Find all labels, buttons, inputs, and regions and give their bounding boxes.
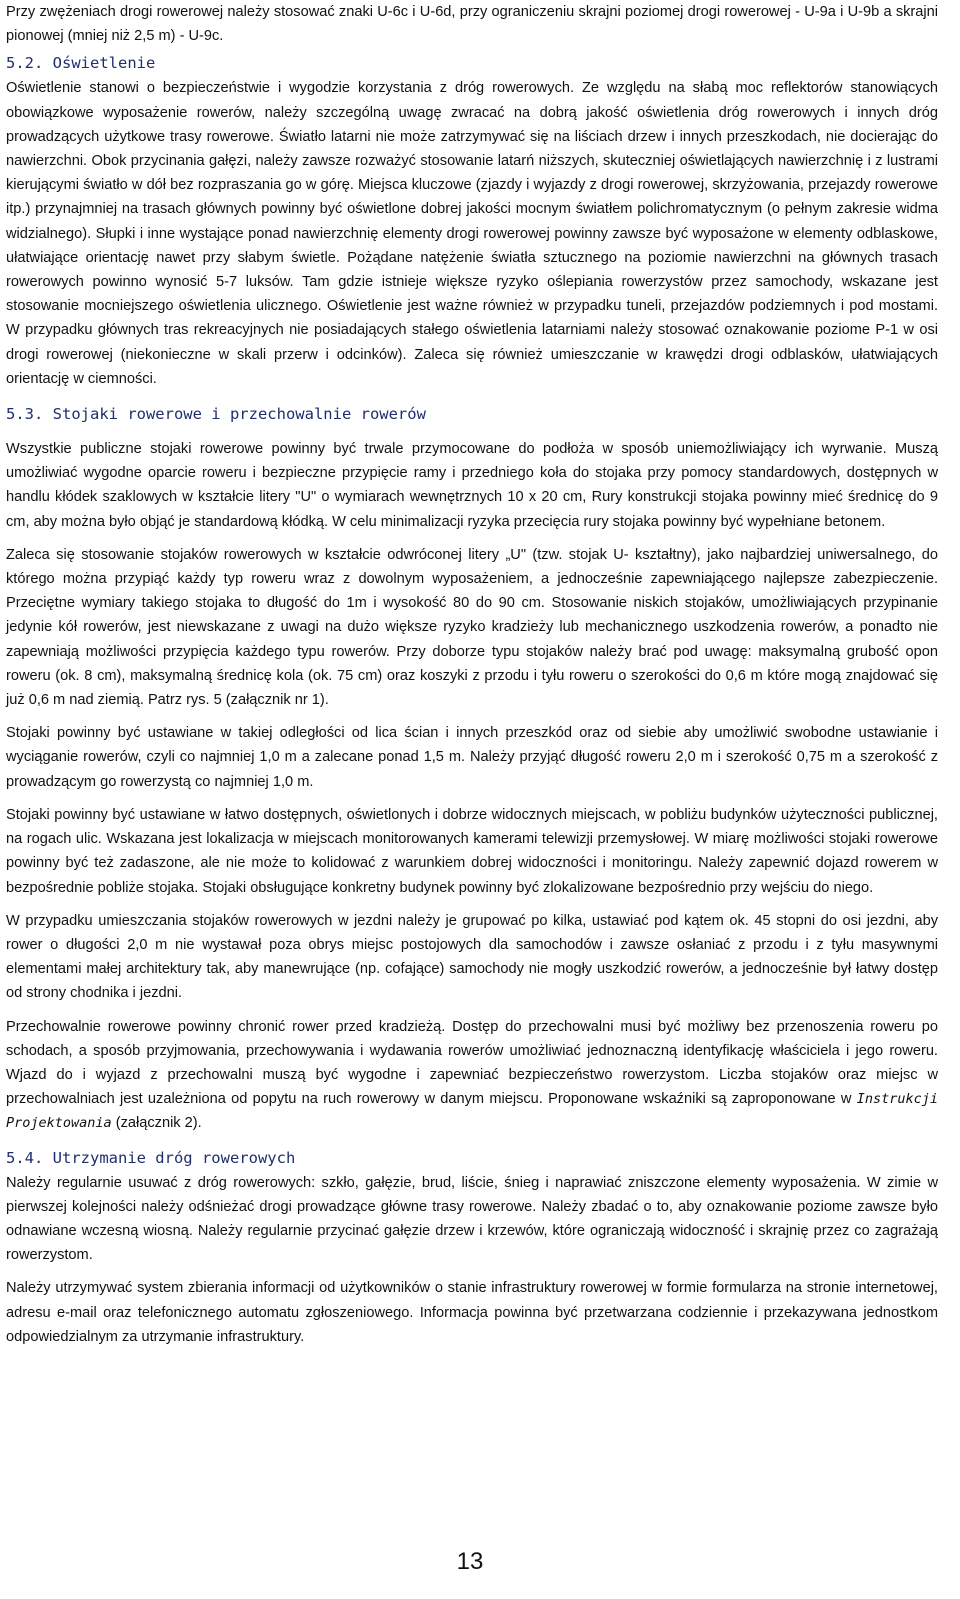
racks-paragraph-3: Stojaki powinny być ustawiane w takiej odległości od lica ścian i innych przeszkód oraz od siebie aby umożliwić swobodne ustawianie i wyciąganie rowerów, czyli co najmniej 1,0 m a zalecane ponad 1,5 m. Należy przyjąć długość roweru 2,0 m i szerokość 0,75 m a szerokość z prowadzącym go rowerzystą co najmniej 1,0 m. — [6, 725, 938, 790]
racks-paragraph-4: Stojaki powinny być ustawiane w łatwo dostępnych, oświetlonych i dobrze widocznych miejscach, w pobliżu budynków użyteczności publicznej, na rogach ulic. Wskazana jest lokalizacja w miejscach monitorowanych kamerami telewizji przemysłowej. W miarę możliwości stojaki rowerowe powinny być też zadaszone, ale nie może to kolidować z warunkiem dobrej widoczności i monitoringu. Należy zapewnić dojazd rowerem w bezpośrednie pobliże stojaka. Stojaki obsługujące konkretny budynek powinny być zlokalizowane bezpośrednio przy wejściu do niego. — [6, 806, 938, 896]
storage-text-a: Przechowalnie rowerowe powinny chronić rower przed kradzieżą. Dostęp do przechowalni musi być możliwy bez przenoszenia roweru po schodach, a sposób przyjmowania, przechowywania i wydawania rowerów umożliwiać jednoznaczną identyfikację właściciela i jego roweru. Wjazd do i wyjazd z przechowalni muszą być wygodne i zapewniać bezpieczeństwo rowerzystom. Liczba stojaków oraz miejsc w przechowalniach jest uzależniona od popytu na ruch rowerowy w danym miejscu. Proponowane wskaźniki są zaproponowane w — [6, 1018, 938, 1108]
maintenance-paragraph-2: Należy utrzymywać system zbierania informacji od użytkowników o stanie infrastruktury rowerowej w formie formularza na stronie internetowej, adresu e-mail oraz telefonicznego automatu zgłoszeniowego. Informacja powinna być przetwarzana codziennie i przekazywana jednostkom odpowiedzialnym za utrzymanie infrastruktury. — [6, 1280, 938, 1345]
intro-paragraph: Przy zwężeniach drogi rowerowej należy stosować znaki U-6c i U-6d, przy ograniczeniu skrajni poziomej drogi rowerowej - U-9a i U-9b a skrajni pionowej (mniej niż 2,5 m) - U-9c. — [6, 4, 938, 45]
storage-text-b: (załącznik 2). — [111, 1115, 202, 1132]
page-number: 13 — [456, 1548, 484, 1575]
maintenance-paragraph-1: Należy regularnie usuwać z dróg rowerowych: szkło, gałęzie, brud, liście, śnieg i naprawiać zniszczone elementy wyposażenia. W zimie w pierwszej kolejności należy odśnieżać drogi prowadzące główne trasy rowerowe. Należy zbadać o to, aby oznakowanie poziome zawsze było odnawiane wczesną wiosną. Należy regularnie przycinać gałęzie drzew i krzewów, które ograniczają widoczność i skrajnię przez co zagrażają rowerzystom. — [6, 1174, 938, 1264]
section-heading-lighting: 5.2. Oświetlenie — [6, 54, 156, 73]
section-heading-bike-racks: 5.3. Stojaki rowerowe i przechowalnie rowerów — [6, 405, 426, 424]
document-page — [6, 0, 938, 1349]
section-heading-maintenance: 5.4. Utrzymanie dróg rowerowych — [6, 1148, 296, 1167]
racks-paragraph-2: Zaleca się stosowanie stojaków rowerowych w kształcie odwróconej litery „U" (tzw. stojak U- kształtny), jako najbardziej uniwersalnego, do którego można przypiąć każdy typ roweru wraz z dowolnym wyposażeniem, a jednocześnie zapewniającego najlepsze zabezpieczenie. Przeciętne wymiary takiego stojaka to długość do 1m i wysokość 80 do 90 cm. Stosowanie niskich stojaków, umożliwiających przypinanie jedynie kół rowerów, jest niewskazane z uwagi na dużo większe ryzyko kradzieży lub mechanicznego uszkodzenia rowerów, a ponadto nie zapewniają możliwości przypięcia każdego typu rowerów. Przy doborze typu stojaków należy brać pod uwagę: maksymalną grubość opon roweru (ok. 8 cm), maksymalną średnicę kola (ok. 75 cm) oraz koszyki z przodu i tyłu roweru o szerokości do 0,6 m które mogą znajdować się już 0,6 m nad ziemią. Patrz rys. 5 (załącznik nr 1). — [6, 546, 938, 709]
design-instructions-reference: Instrukcji Projektowania — [6, 1091, 938, 1132]
racks-paragraph-5: W przypadku umieszczania stojaków rowerowych w jezdni należy je grupować po kilka, ustawiać pod kątem ok. 45 stopni do osi jezdni, aby rower o długości 2,0 m nie wystawał poza obrys miejsc postojowych dla samochodów i zawsze osłaniać z przodu i z tyłu masywnymi elementami małej architektury tak, aby manewrujące (np. cofające) samochody nie mogły uszkodzić rowerów, a jednocześnie był łatwy dostęp od strony chodnika i jezdni. — [6, 912, 938, 1002]
lighting-paragraph: Oświetlenie stanowi o bezpieczeństwie i wygodzie korzystania z dróg rowerowych. Ze względu na słabą moc reflektorów stanowiących obowiązkowe wyposażenie rowerów, należy szczególną uwagę zwracać na dobrą jakość oświetlenia dróg rowerowych i innych dróg prowadzących użytkowe trasy rowerowe. Światło latarni nie może zatrzymywać się na liściach drzew i innych przeszkodach, nie docierając do nawierzchni. Obok przycinania gałęzi, należy zawsze rozważyć stosowanie latarń niższych, skuteczniej oświetlających nawierzchnię i z lustrami kierującymi światło w dół bez rozpraszania go w górę. Miejsca kluczowe (zjazdy i wyjazdy z drogi rowerowej, skrzyżowania, przejazdy rowerowe itp.) przynajmniej na trasach głównych powinny być oświetlone dobrej jakości mocnym światłem polichromatycznym (o pełnym zakresie widma widzialnego). Słupki i inne wystające ponad nawierzchnię elementy drogi rowerowej powinny zawsze być wyposażone w elementy odblaskowe, ułatwiające orientację nawet przy słabym świetle. Pożądane natężenie światła sztucznego na poziomie nawierzchni na głównych trasach rowerowych powinno wynosić 5-7 luksów. Tam gdzie istnieje większe ryzyko oślepiania rowerzystów przez samochody, wskazane jest stosowanie mocniejszego oświetlenia ulicznego. Oświetlenie jest ważne również w przypadku tuneli, przejazdów podziemnych i pod mostami. W przypadku głównych tras rekreacyjnych nie posiadających stałego oświetlenia latarniami należy stosować oznakowanie poziome P-1 w osi drogi rowerowej (niekonieczne w skali przerw i odcinków). Zaleca się również umieszczanie w krawędzi drogi odblasków, ułatwiających orientację w ciemności. — [6, 80, 938, 387]
racks-paragraph-1: Wszystkie publiczne stojaki rowerowe powinny być trwale przymocowane do podłoża w sposób uniemożliwiający ich wyrwanie. Muszą umożliwiać wygodne oparcie roweru i bezpieczne przypięcie ramy i przedniego koła do stojaka przy pomocy standardowych, dostępnych w handlu kłódek szaklowych w kształcie litery "U" o wymiarach wewnętrznych 10 x 20 cm, Rury konstrukcji stojaka powinny mieć średnicę do 9 cm, aby można było objąć je standardową kłódką. W celu minimalizacji ryzyka przecięcia rury stojaka powinny być wypełniane betonem. — [6, 441, 938, 530]
storage-paragraph — [6, 1015, 938, 1136]
